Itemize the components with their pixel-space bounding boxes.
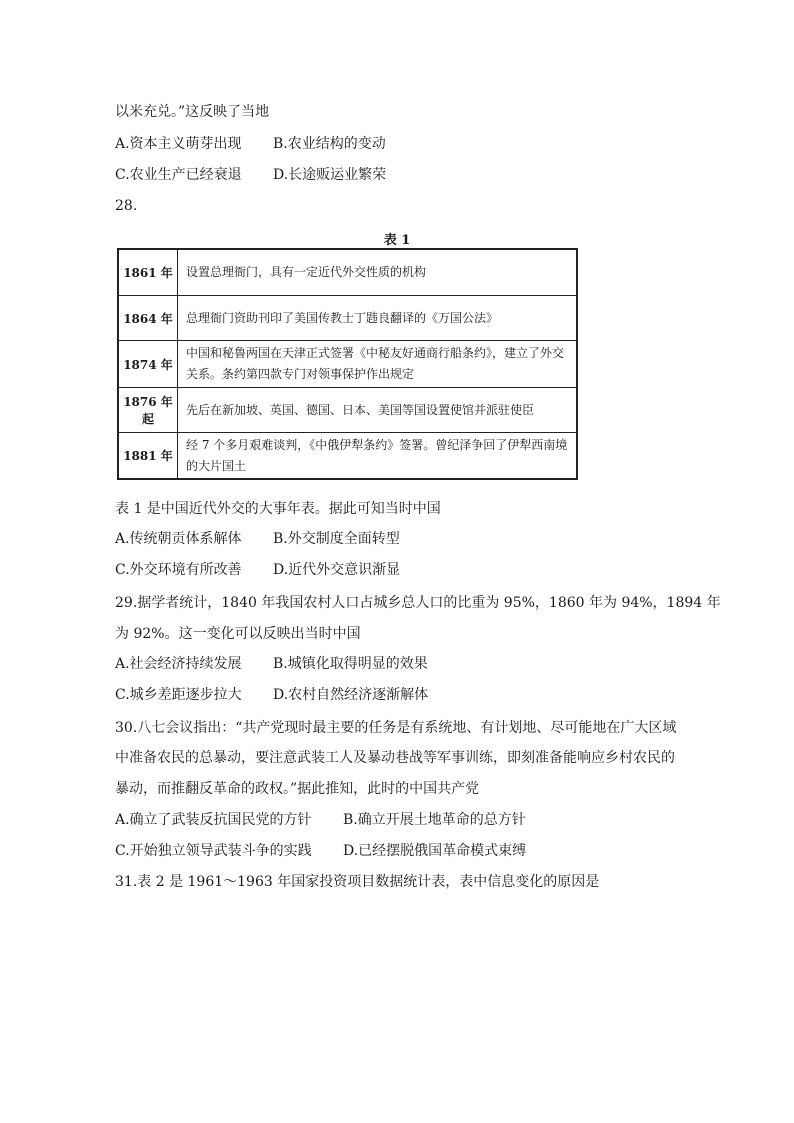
table-row (118, 433, 577, 480)
table-row (118, 296, 577, 341)
q27-option-d: D.长途贩运业繁荣 (273, 167, 387, 183)
event-cell: 经 7 个多月艰难谈判，《中俄伊犁条约》签署。曾纪泽争回了伊犁西南境的大片国土 (178, 433, 578, 480)
year-cell: 1874 年 (118, 341, 178, 388)
q29-option-c: C.城乡差距逐步拉大 (115, 687, 242, 703)
q30-option-a: A.确立了武装反抗国民党的方针 (115, 812, 312, 828)
q31-stem: 31.表 2 是 1961～1963 年国家投资项目数据统计表，表中信息变化的原因是 (115, 874, 600, 890)
q28-option-c: C.外交环境有所改善 (115, 562, 242, 578)
q27-option-b: B.农业结构的变动 (273, 136, 386, 152)
q29-option-a: A.社会经济持续发展 (115, 656, 242, 672)
table-row (118, 249, 577, 296)
q28-option-a: A.传统朝贡体系解体 (115, 531, 242, 547)
event-cell: 总理衙门资助刊印了美国传教士丁韪良翻译的《万国公法》 (178, 296, 578, 341)
q27-option-c: C.农业生产已经衰退 (115, 167, 242, 183)
q29-stem-line-2: 为 92%。这一变化可以反映出当时中国 (115, 626, 361, 642)
event-cell: 中国和秘鲁两国在天津正式签署《中秘友好通商行船条约》，建立了外交关系。条约第四款专门对领事保护作出规定 (178, 341, 578, 388)
table-row (118, 388, 577, 433)
year-cell: 1881 年 (118, 433, 178, 480)
q28-option-d: D.近代外交意识渐显 (273, 562, 401, 578)
year-cell: 1876 年起 (118, 388, 178, 433)
q28-option-b: B.外交制度全面转型 (273, 531, 400, 547)
q30-option-c: C.开始独立领导武装斗争的实践 (115, 843, 312, 859)
q30-stem-line-3: 暴动，而推翻反革命的政权。”据此推知，此时的中国共产党 (115, 781, 480, 797)
chronology-table (117, 248, 578, 480)
event-cell: 设置总理衙门，具有一定近代外交性质的机构 (178, 249, 578, 296)
q29-option-b: B.城镇化取得明显的效果 (273, 656, 428, 672)
q28-number: 28. (115, 198, 138, 214)
q29-option-d: D.农村自然经济逐渐解体 (273, 687, 429, 703)
table-row (118, 341, 577, 388)
q30-stem-line-1: 30.八七会议指出：“共产党现时最主要的任务是有系统地、有计划地、尽可能地在广大区域 (115, 720, 677, 736)
table-title: 表 1 (383, 233, 411, 248)
q30-option-d: D.已经摆脱俄国革命模式束缚 (343, 843, 527, 859)
year-cell: 1864 年 (118, 296, 178, 341)
q27-option-a: A.资本主义萌芽出现 (115, 136, 242, 152)
event-cell: 先后在新加坡、英国、德国、日本、美国等国设置使馆并派驻使臣 (178, 388, 578, 433)
year-cell: 1861 年 (118, 249, 178, 296)
q30-stem-line-2: 中准备农民的总暴动，要注意武装工人及暴动巷战等军事训练，即刻准备能响应乡村农民的 (115, 750, 675, 766)
q30-option-b: B.确立开展土地革命的总方针 (343, 812, 526, 828)
q29-stem-line-1: 29.据学者统计，1840 年我国农村人口占城乡总人口的比重为 95%，1860 年为 94%，1894 年 (115, 595, 721, 611)
q28-stem: 表 1 是中国近代外交的大事年表。据此可知当时中国 (115, 501, 441, 517)
q27-stem-tail: 以米充兑。”这反映了当地 (115, 104, 270, 120)
